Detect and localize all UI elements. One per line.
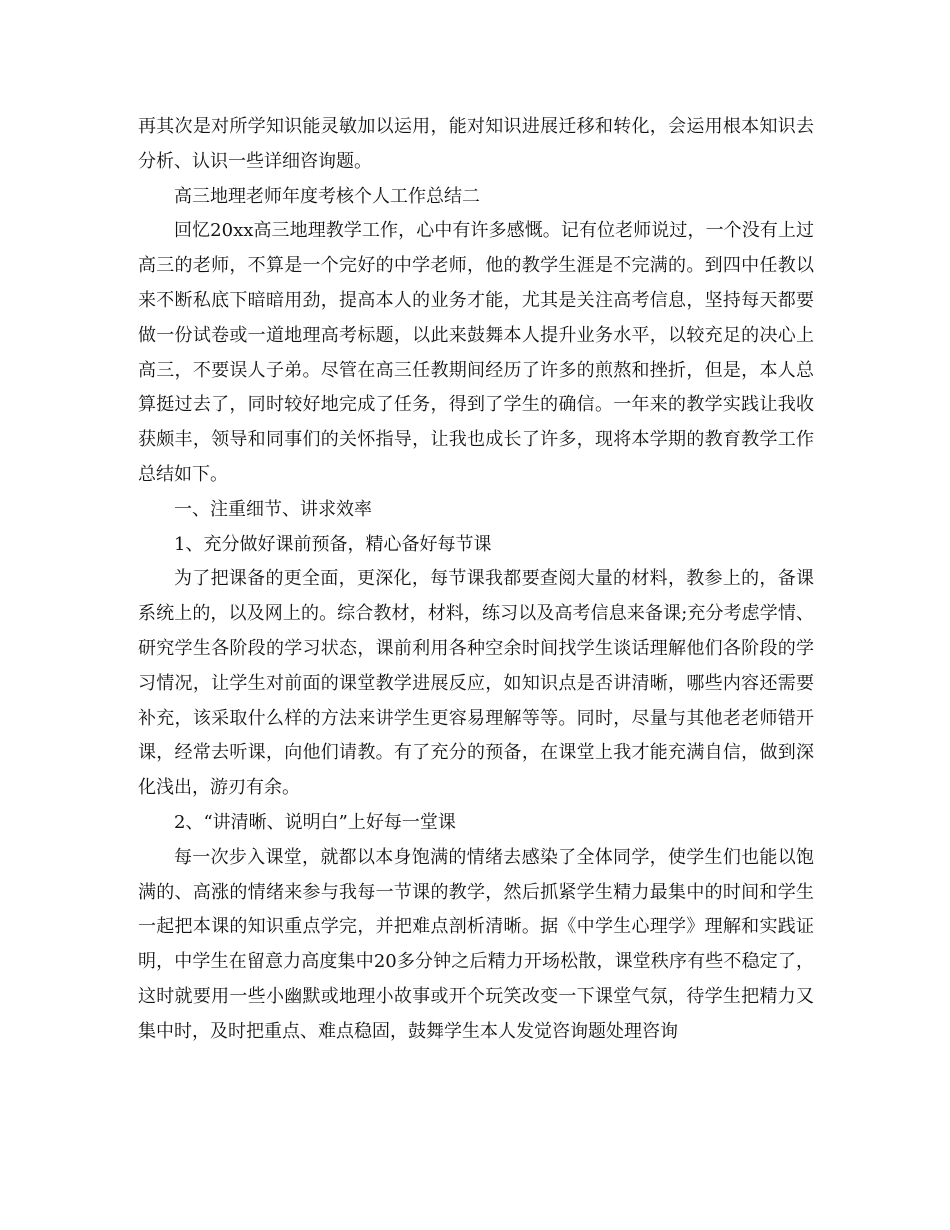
paragraph-preparation: 为了把课备的更全面，更深化，每节课我都要查阅大量的材料，教参上的，备课系统上的，以及网上的。综合教材，材料，练习以及高考信息来备课;充分考虑学情、研究学生各阶段的学习状态，课前利用各种空余时间找学生谈话理解他们各阶段的学习情况，让学生对前面的课堂教学进展反应，如知识点是否讲清晰，哪些内容还需要补充，该采取什么样的方法来讲学生更容易理解等等。同时，尽量与其他老老师错开课，经常去听课，向他们请教。有了充分的预备，在课堂上我才能充满自信，做到深化浅出，游刃有余。 [138, 568, 814, 799]
paragraph-intro: 回忆20xx高三地理教学工作，心中有许多感慨。记有位老师说过，一个没有上过高三的老师，不算是一个完好的中学老师，他的教学生涯是不完满的。到四中任教以来不断私底下暗暗用劲，提高本人的业务才能，尤其是关注高考信息，坚持每天都要做一份试卷或一道地理高考标题，以此来鼓舞本人提升业务水平，以较充足的决心上高三，不要误人子弟。尽管在高三任教期间经历了许多的煎熬和挫折，但是，本人总算挺过去了，同时较好地完成了任务，得到了学生的确信。一年来的教学实践让我收获颇丰，领导和同事们的关怀指导，让我也成长了许多，现将本学期的教育教学工作总结如下。 [138, 220, 814, 485]
section-title: 高三地理老师年度考核个人工作总结二 [174, 185, 480, 207]
paragraph-continuation: 再其次是对所学知识能灵敏加以运用，能对知识进展迁移和转化，会运用根本知识去分析、认识一些详细咨询题。 [138, 116, 814, 172]
heading-level-1: 一、注重细节、讲求效率 [174, 498, 372, 520]
paragraph-classroom: 每一次步入课堂，就都以本身饱满的情绪去感染了全体同学，使学生们也能以饱满的、高涨的情绪来参与我每一节课的教学，然后抓紧学生精力最集中的时间和学生一起把本课的知识重点学完，并把难点剖析清晰。据《中学生心理学》理解和实践证明，中学生在留意力高度集中20多分钟之后精力开场松散，课堂秩序有些不稳定了，这时就要用一些小幽默或地理小故事或开个玩笑改变一下课堂气氛，待学生把精力又集中时，及时把重点、难点稳固，鼓舞学生本人发觉咨询题处理咨询 [138, 846, 814, 1042]
heading-item-2: 2、“讲清晰、说明白”上好每一堂课 [174, 811, 456, 833]
document-page [138, 110, 814, 1050]
heading-item-1: 1、充分做好课前预备，精心备好每节课 [174, 533, 492, 555]
